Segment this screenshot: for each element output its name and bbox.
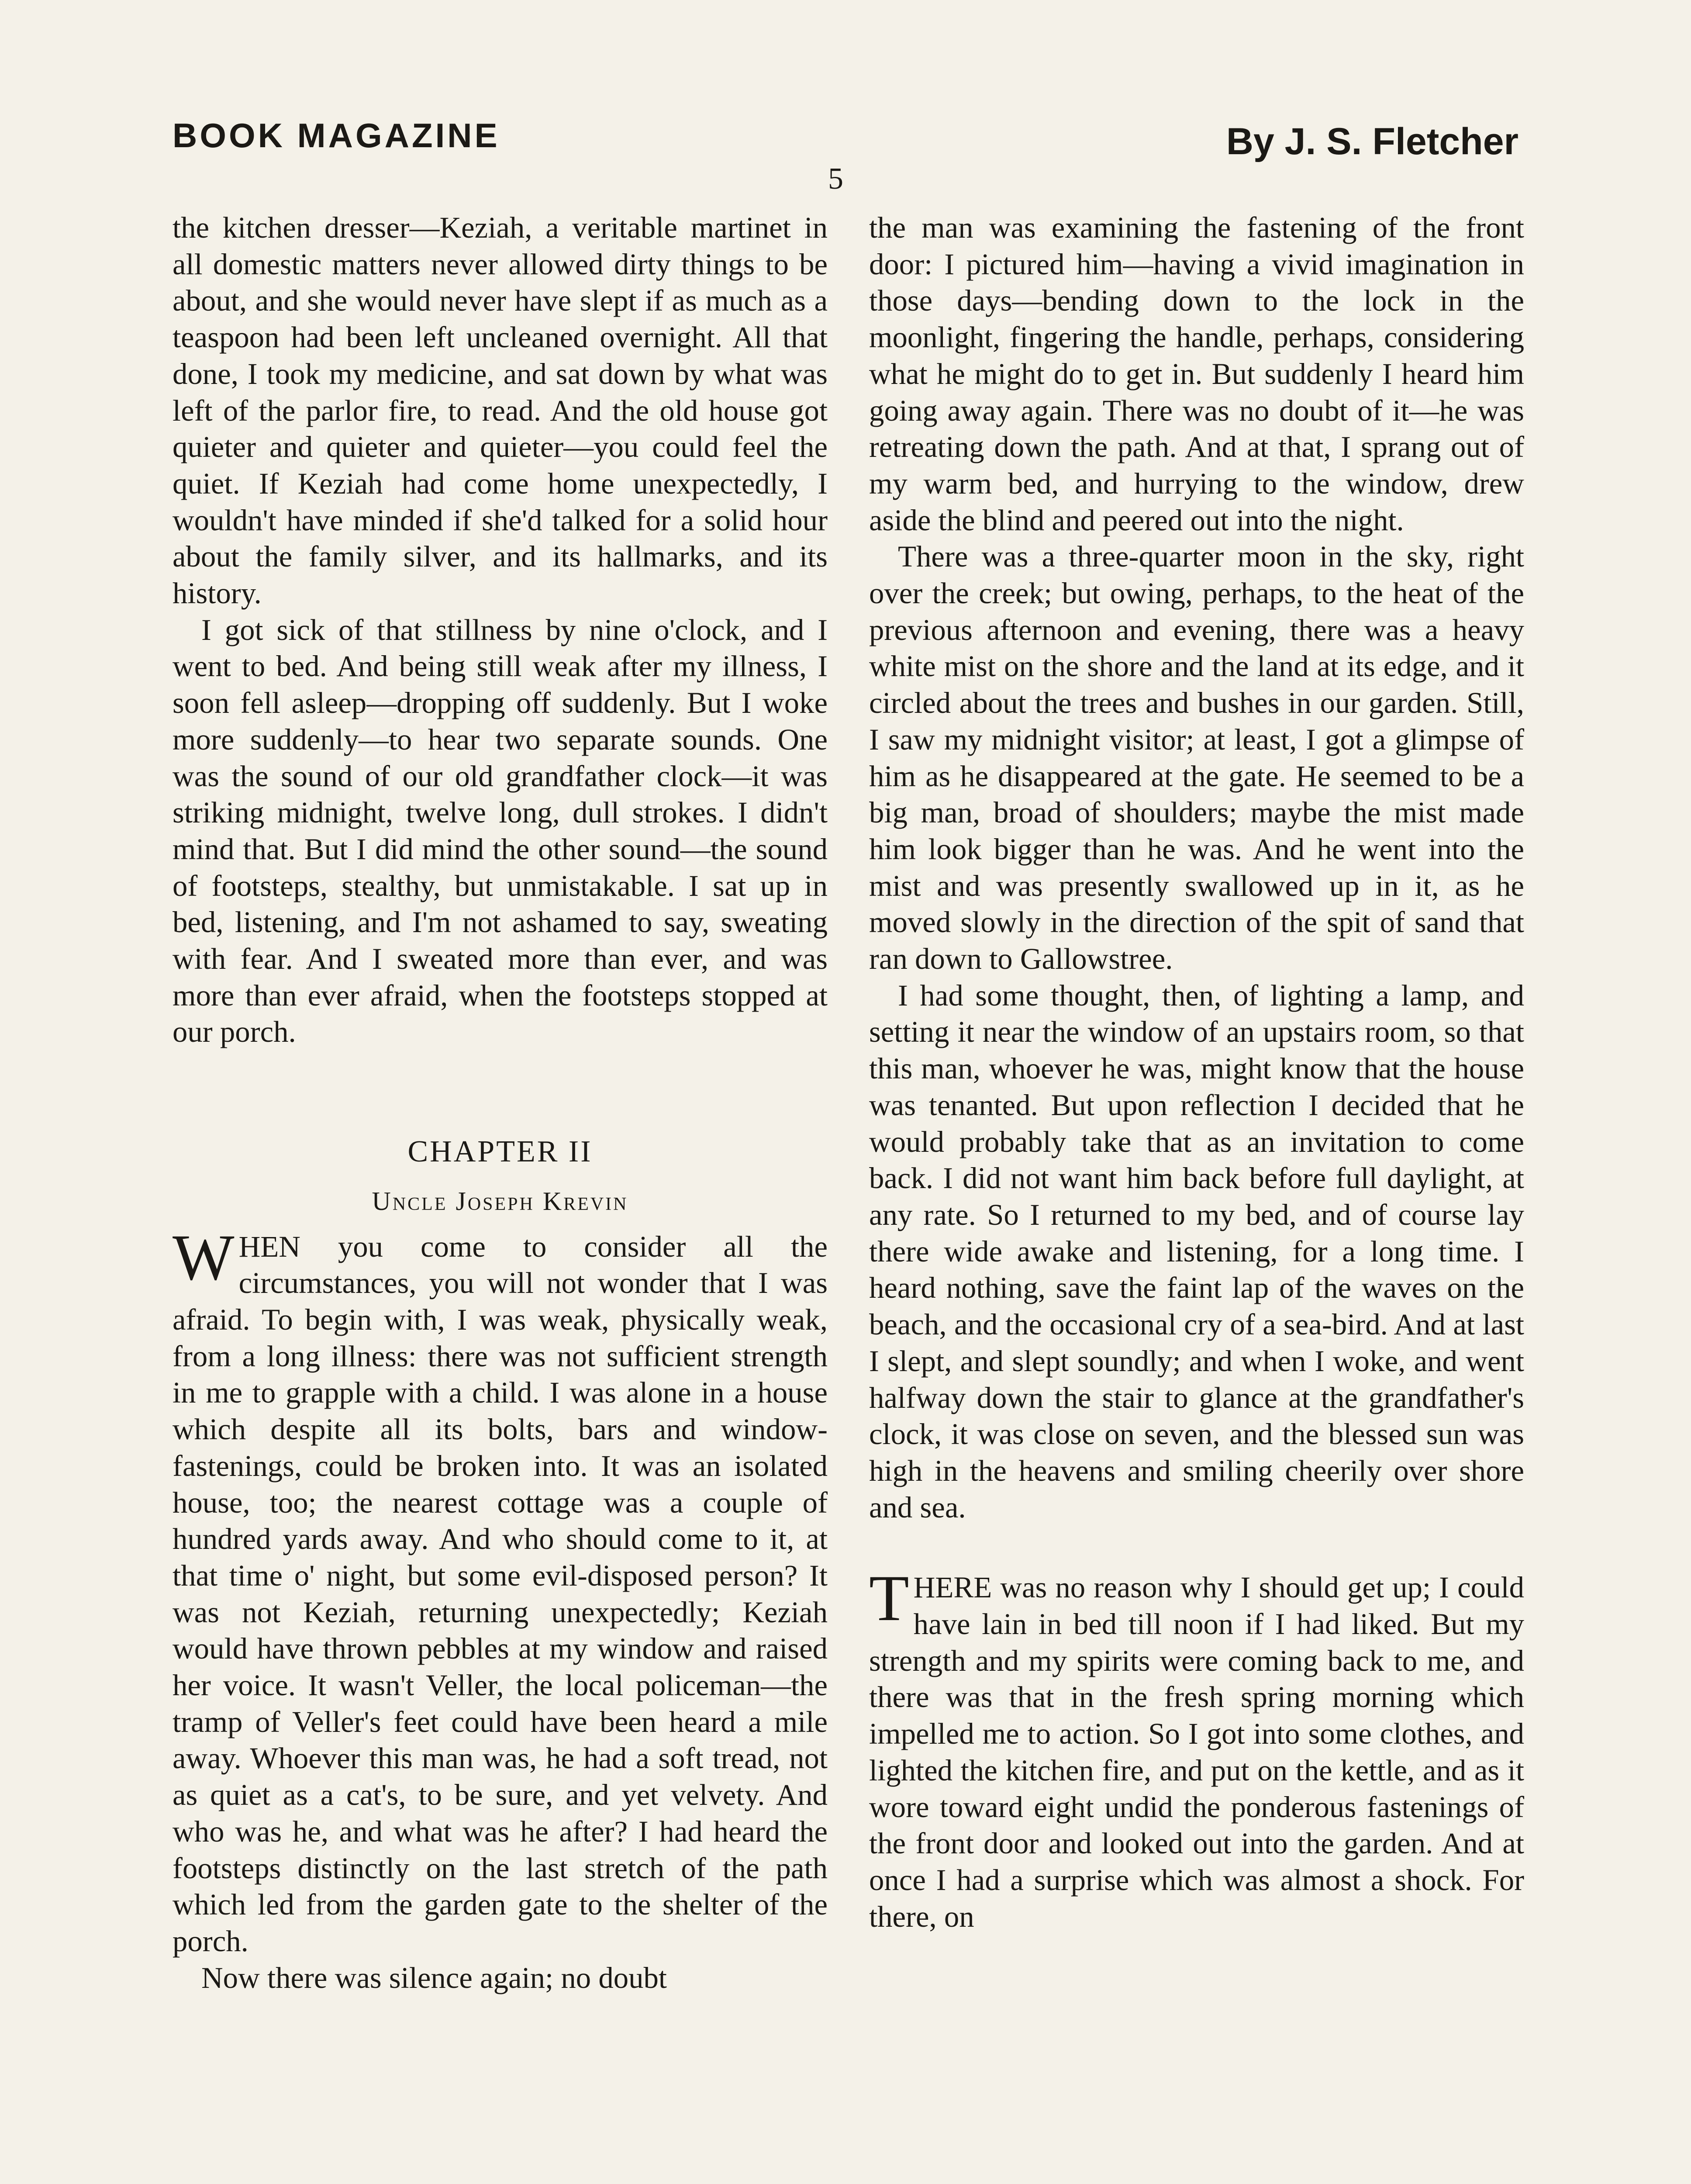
chapter-opening-paragraph xyxy=(173,1221,828,1960)
author-byline: By J. S. Fletcher xyxy=(1226,121,1518,162)
magazine-name: BOOK MAGAZINE xyxy=(173,116,500,155)
paragraph: the man was examining the fastening of the front door: I pictured him—having a vivid imagination in those days—bending down to the lock in the moonlight, fingering the handle, perhaps, considering what he might do to get in. But suddenly I heard him going away again. There was no doubt of it—he was retreating down the path. And at that, I sprang out of my warm bed, and hurrying to the window, drew aside the blind and peered out into the night. xyxy=(869,211,1524,537)
paragraph: I got sick of that stillness by nine o'clock, and I went to bed. And being still weak after my illness, I soon fell asleep—dropping off suddenly. But I woke more suddenly—to hear two separate sounds. One was the sound of our old grandfather clock—it was striking midnight, twelve long, dull strokes. I didn't mind that. But I did mind the other sound—the sound of footsteps, stealthy, but unmistakable. I sat up in bed, listening, and I'm not ashamed to say, sweating with fear. And I sweated more than ever, and was more than ever afraid, when the footsteps stopped at our porch. xyxy=(173,613,828,1049)
paragraph: the kitchen dresser—Keziah, a veritable martinet in all domestic matters never allowed dirty things to be about, and she would never have slept if as much as a teaspoon had been left uncleaned overnight. All that done, I took my medicine, and sat down by what was left of the parlor fire, to read. And the old house got quieter and quieter and quieter—you could feel the quiet. If Keziah had come home unexpectedly, I wouldn't have minded if she'd talked for a solid hour about the family silver, and its hallmarks, and its history. xyxy=(173,211,828,610)
right-column xyxy=(869,210,1524,1935)
paragraph: There was a three-quarter moon in the sky, right over the creek; but owing, perhaps, to the heat of the previous afternoon and evening, there was a heavy white mist on the shore and the land at its edge, and it circled about the trees and bushes in our garden. Still, I saw my midnight visitor; at least, I got a glimpse of him as he disappeared at the gate. He seemed to be a big man, broad of shoulders; maybe the mist made him look bigger than he was. And he went into the mist and was presently swallowed up in it, as he moved slowly in the direction of the spit of sand that ran down to Gallowstree. xyxy=(869,540,1524,976)
section-opening-paragraph xyxy=(869,1562,1524,1935)
chapter-title: CHAPTER II xyxy=(407,1135,593,1169)
paragraph-text: HERE was no reason why I should get up; I could have lain in bed till noon if I had liked. But my strength and my spirits were coming back to me, and there was that in the fresh spring morning which impelled me to action. So I got into some clothes, and lighted the kitchen fire, and put on the kettle, and as it wore toward eight undid the ponderous fastenings of the front door and looked out into the garden. And at once I had a surprise which was almost a shock. For there, on xyxy=(869,1571,1524,1933)
chapter-subtitle: Uncle Joseph Krevin xyxy=(372,1186,628,1216)
drop-cap: W xyxy=(173,1221,235,1294)
paragraph: I had some thought, then, of lighting a lamp, and setting it near the window of an upstairs room, so that this man, whoever he was, might know that the house was tenanted. But upon reflection I decided that he would probably take that as an invitation to come back. I did not want him back before full daylight, at any rate. So I returned to my bed, and of course lay there wide awake and listening, for a long time. I heard nothing, save the faint lap of the waves on the beach, and the occasional cry of a sea-bird. And at last I slept, and slept soundly; and when I woke, and went halfway down the stair to glance at the grandfather's clock, it was close on seven, and the blessed sun was high in the heavens and smiling cheerily over shore and sea. xyxy=(869,978,1524,1524)
drop-cap: T xyxy=(869,1562,909,1635)
page-header xyxy=(173,116,1518,177)
paragraph-text: HEN you come to consider all the circumstances, you will not wonder that I was afraid. To begin with, I was weak, physically weak, from a long illness: there was not sufficient strength in me to grapple with a child. I was alone in a house which despite all its bolts, bars and window-fastenings, could be broken into. It was an isolated house, too; the nearest cottage was a couple of hundred yards away. And who should come to it, at that time o' night, but some evil-disposed person? It was not Keziah, returning unexpectedly; Keziah would have thrown pebbles at my window and raised her voice. It wasn't Veller, the local policeman—the tramp of Veller's feet could have been heard a mile away. Whoever this man was, he had a soft tread, not as quiet as a cat's, to be sure, and yet velvety. And who was he, and what was he after? I had heard the footsteps distinctly on the last stretch of the path which led from the garden gate to the shelter of the porch. xyxy=(173,1230,828,1958)
paragraph: Now there was silence again; no doubt xyxy=(201,1961,667,1994)
left-column xyxy=(173,210,828,1996)
page-number: 5 xyxy=(828,162,843,196)
